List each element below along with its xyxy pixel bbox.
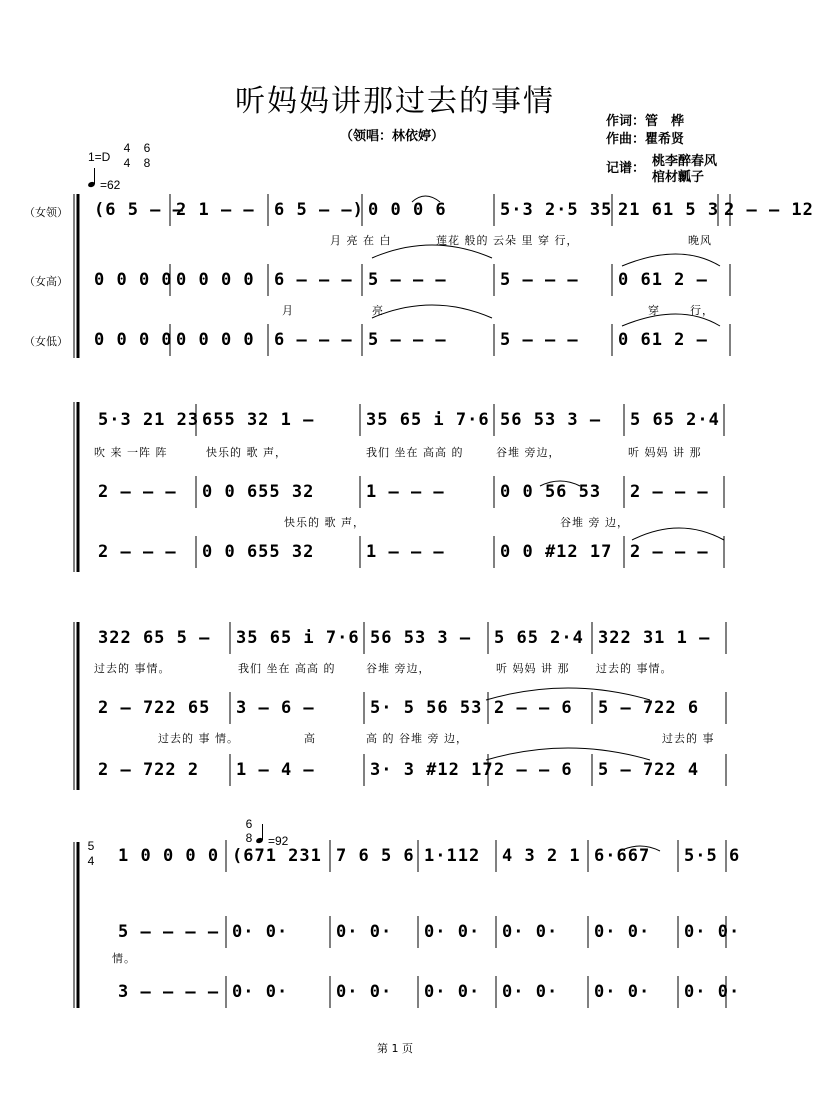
measure-high: 3 — 6 — xyxy=(236,698,315,718)
measure-lead: (671 231 xyxy=(232,846,322,866)
lyric-lead: 吹 来 一阵 阵 xyxy=(94,446,168,459)
lyric-high: 谷堆 旁 边， xyxy=(560,516,629,529)
measure-lead: 56 53 3 — xyxy=(500,410,602,430)
tempo-marking-1: =62 xyxy=(100,178,121,192)
measure-low: 0· 0· xyxy=(424,982,481,1002)
measure-high: 0 0 655 32 xyxy=(202,482,315,502)
measure-low: 6 — — — xyxy=(274,330,353,350)
measure-high: 0 0 0 0 xyxy=(94,270,173,290)
measure-low: 0· 0· xyxy=(594,982,651,1002)
measure-high: 5 — — — xyxy=(500,270,579,290)
measure-high: 0 0 56 53 xyxy=(500,482,602,502)
measure-lead: 322 31 1 — xyxy=(598,628,711,648)
measure-lead: 1 0 0 0 0 xyxy=(118,846,220,866)
time-sig-d-bottom: 4 xyxy=(87,854,95,868)
measure-high: 5 — — — xyxy=(368,270,447,290)
measure-low: 0· 0· xyxy=(684,982,741,1002)
lyric-high: 情。 xyxy=(112,952,136,965)
lyric-lead: 听 妈妈 讲 那 xyxy=(496,662,570,675)
measure-high: 0· 0· xyxy=(232,922,289,942)
part-label-high: （女高） xyxy=(24,275,68,288)
lyric-high: 高 xyxy=(304,732,316,745)
lyric-high: 过去的 事 xyxy=(662,732,715,745)
measure-high: 5 — 722 6 xyxy=(598,698,700,718)
measure-high: 0· 0· xyxy=(684,922,741,942)
time-sig-a-top: 4 xyxy=(123,141,131,155)
measure-high: 1 — — — xyxy=(366,482,445,502)
time-sig-b-bottom: 8 xyxy=(143,156,151,170)
time-sig-c-top: 6 xyxy=(245,817,253,831)
transcriber-2: 棺材瓤子 xyxy=(652,170,705,185)
measure-high: 0· 0· xyxy=(336,922,393,942)
measure-lead: 5·3 21 23 xyxy=(98,410,200,430)
measure-low: 5 — 722 4 xyxy=(598,760,700,780)
measure-high: 0 61 2 — xyxy=(618,270,708,290)
measure-high: 0· 0· xyxy=(502,922,559,942)
measure-lead: 2 1 — — xyxy=(176,200,255,220)
measure-low: 3 — — — — xyxy=(118,982,220,1002)
measure-low: 1 — 4 — xyxy=(236,760,315,780)
tempo-marking-2: =92 xyxy=(268,834,289,848)
measure-lead: 655 32 1 — xyxy=(202,410,315,430)
measure-low: 2 — — — xyxy=(98,542,177,562)
lyric-lead: 莲花 般的 云朵 里 穿 行， xyxy=(436,234,579,247)
measure-lead: 2 — — 12 xyxy=(724,200,814,220)
lyric-lead: 晚风 xyxy=(688,234,712,247)
measure-high: 2 — — — xyxy=(630,482,709,502)
page-title: 听妈妈讲那过去的事情 xyxy=(235,84,555,119)
lyric-lead: 快乐的 歌 声， xyxy=(206,446,287,459)
measure-lead: (6 5 — — xyxy=(94,200,184,220)
measure-low: 0 0 0 0 xyxy=(176,330,255,350)
measure-low: 5 — — — xyxy=(368,330,447,350)
lyric-lead: 谷堆 旁边， xyxy=(496,446,561,459)
measure-high: 6 — — — xyxy=(274,270,353,290)
time-sig-a-bottom: 4 xyxy=(123,156,131,170)
transcriber-label: 记谱： xyxy=(606,161,646,176)
measure-lead: 5·5 6 xyxy=(684,846,741,866)
lyric-high: 穿 xyxy=(648,304,660,317)
measure-low: 2 — — 6 xyxy=(494,760,573,780)
time-sig-c-bottom: 8 xyxy=(245,831,253,845)
key-signature: 1=D xyxy=(88,150,111,164)
subtitle: （领唱：林依婷） xyxy=(340,129,445,144)
time-sig-b-top: 6 xyxy=(143,141,151,155)
lyric-high: 行， xyxy=(690,304,714,317)
measure-low: 2 — — — xyxy=(630,542,709,562)
measure-low: 3· 3 #12 17 xyxy=(370,760,494,780)
measure-lead: 5·3 2·5 35 xyxy=(500,200,613,220)
measure-low: 0 61 2 — xyxy=(618,330,708,350)
measure-lead: 21 61 5 3 xyxy=(618,200,720,220)
measure-lead: 6·667 xyxy=(594,846,651,866)
part-label-lead: （女领） xyxy=(24,206,68,219)
measure-lead: 5 65 2·4 xyxy=(630,410,720,430)
composer-credit: 作曲：瞿希贤 xyxy=(606,132,685,147)
measure-lead: 4 3 2 1 xyxy=(502,846,581,866)
measure-lead: 1·112 xyxy=(424,846,481,866)
measure-high: 5 — — — — xyxy=(118,922,220,942)
measure-low: 2 — 722 2 xyxy=(98,760,200,780)
lyric-lead: 月 亮 在 白 xyxy=(330,234,392,247)
measure-lead: 7 6 5 6 xyxy=(336,846,415,866)
lyric-lead: 过去的 事情。 xyxy=(94,662,171,675)
measure-low: 0· 0· xyxy=(336,982,393,1002)
measure-high: 0 0 0 0 xyxy=(176,270,255,290)
measure-lead: 56 53 3 — xyxy=(370,628,472,648)
measure-lead: 5 65 2·4 xyxy=(494,628,584,648)
time-sig-d-top: 5 xyxy=(87,839,95,853)
measure-lead: 0 0 0 6 xyxy=(368,200,447,220)
lyric-high: 过去的 事 情。 xyxy=(158,732,239,745)
measure-low: 0 0 #12 17 xyxy=(500,542,613,562)
measure-high: 0· 0· xyxy=(424,922,481,942)
lyric-high: 亮 xyxy=(372,304,384,317)
page-footer: 第 1 页 xyxy=(377,1042,413,1055)
measure-high: 5· 5 56 53 xyxy=(370,698,483,718)
lyric-lead: 听 妈妈 讲 那 xyxy=(628,446,702,459)
lyric-high: 高 的 谷堆 旁 边， xyxy=(366,732,468,745)
measure-low: 1 — — — xyxy=(366,542,445,562)
measure-high: 2 — — — xyxy=(98,482,177,502)
transcriber-1: 桃李醉春风 xyxy=(652,154,718,169)
lyric-high: 月 xyxy=(282,304,294,317)
lyric-lead: 谷堆 旁边， xyxy=(366,662,431,675)
measure-lead: 6 5 — —) xyxy=(274,200,364,220)
measure-lead: 35 65 i 7·6 xyxy=(236,628,360,648)
measure-high: 2 — 722 65 xyxy=(98,698,211,718)
lyricist-credit: 作词：管 桦 xyxy=(606,114,685,129)
lyric-lead: 过去的 事情。 xyxy=(596,662,673,675)
measure-lead: 35 65 i 7·6 xyxy=(366,410,490,430)
measure-low: 0 0 655 32 xyxy=(202,542,315,562)
measure-low: 5 — — — xyxy=(500,330,579,350)
lyric-lead: 我们 坐在 高高 的 xyxy=(366,446,464,459)
measure-high: 2 — — 6 xyxy=(494,698,573,718)
measure-high: 0· 0· xyxy=(594,922,651,942)
lyric-lead: 我们 坐在 高高 的 xyxy=(238,662,336,675)
lyric-high: 快乐的 歌 声， xyxy=(284,516,365,529)
part-label-low: （女低） xyxy=(24,335,68,348)
measure-low: 0 0 0 0 xyxy=(94,330,173,350)
measure-low: 0· 0· xyxy=(502,982,559,1002)
measure-lead: 322 65 5 — xyxy=(98,628,211,648)
measure-low: 0· 0· xyxy=(232,982,289,1002)
